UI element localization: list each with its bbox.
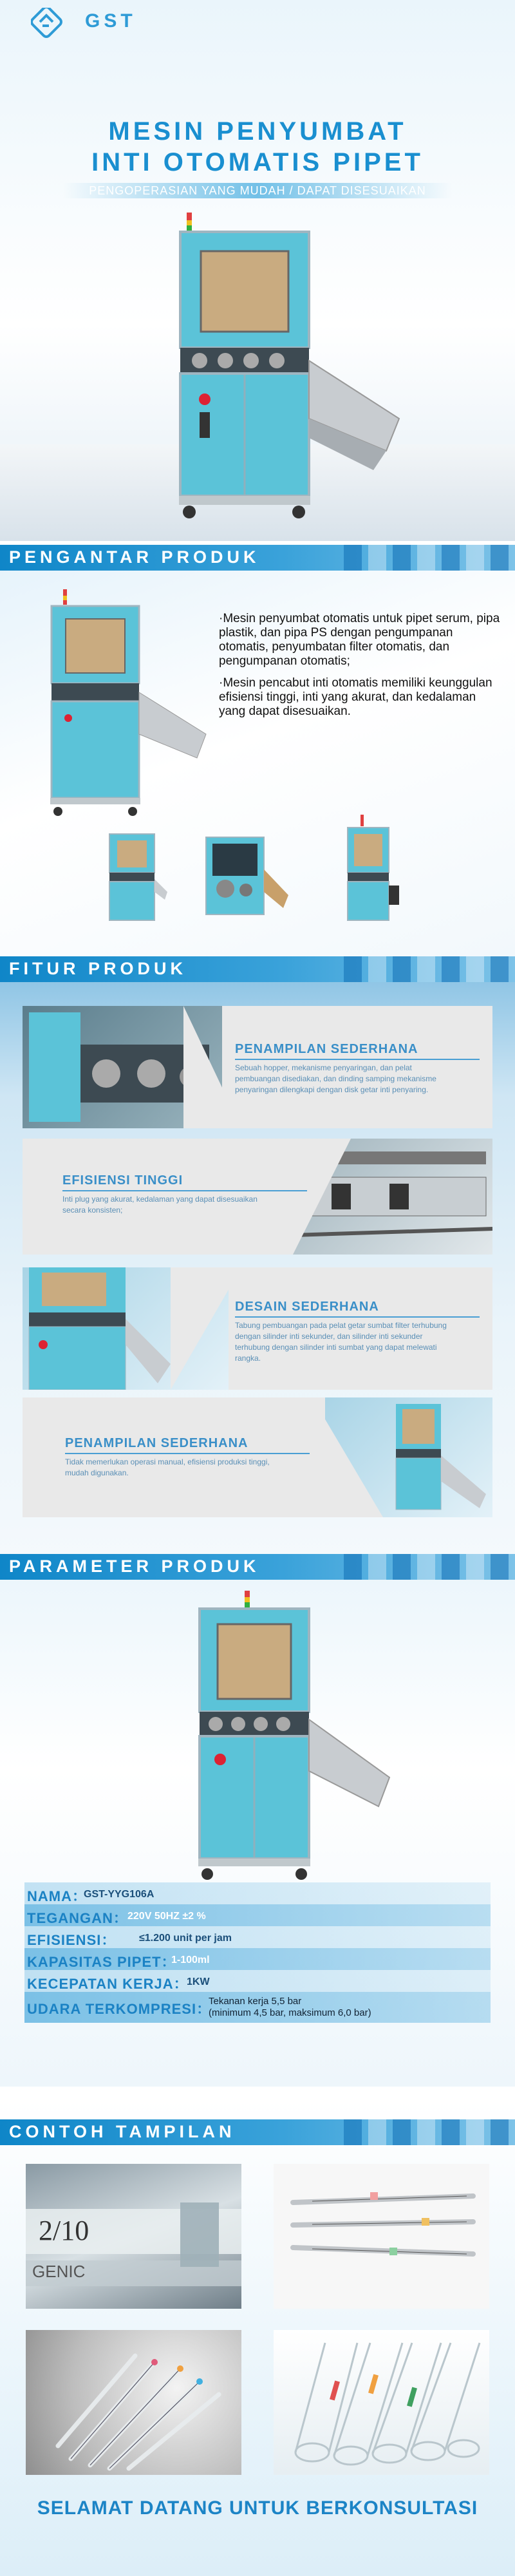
hero-title-line1: MESIN PENYUMBAT <box>108 117 407 146</box>
example-photo-2 <box>274 2164 489 2309</box>
feature-3-desc: Tabung pembuangan pada pelat getar sumbat filter terhubung dengan silinder inti sekunder, dan silinder inti sekunder terhubung dengan silinder inti sumbat yang dapat melewati rangka. <box>235 1321 447 1363</box>
param-value: Tekanan kerja 5,5 bar <box>209 1996 302 2007</box>
section-banner-features <box>0 956 515 982</box>
params-machine-image <box>161 1591 393 1887</box>
feature-card-1 <box>23 1006 492 1128</box>
feature-1-diagonal <box>183 1006 241 1128</box>
section-banner-params <box>0 1554 515 1580</box>
section-title-intro: PENGANTAR PRODUK <box>9 547 260 567</box>
example-photo-1 <box>26 2164 241 2309</box>
hero-title-line2: INTI OTOMATIS PIPET <box>91 148 424 176</box>
param-value: 1KW <box>187 1976 210 1987</box>
feature-2-diagonal <box>293 1139 351 1255</box>
intro-bullet-2: ·Mesin pencabut inti otomatis memiliki keunggulan efisiensi tinggi, inti yang akurat, dan kedalaman yang dapat disesuaikan. <box>219 676 492 718</box>
feature-3-title: DESAIN SEDERHANA <box>235 1300 379 1314</box>
example-label-2-10: 2/10 <box>39 2215 89 2246</box>
param-key: KAPASITAS PIPET： <box>27 1954 176 1970</box>
section-title-params: PARAMETER PRODUK <box>9 1557 260 1576</box>
feature-2-title: EFISIENSI TINGGI <box>62 1173 183 1188</box>
param-row-udara <box>24 1992 491 2023</box>
feature-4-desc: Tidak memerlukan operasi manual, efisiensi produksi tinggi, mudah digunakan. <box>65 1457 270 1477</box>
banner-stripes <box>309 2119 515 2145</box>
param-row-tegangan <box>24 1904 491 1926</box>
param-key: KECEPATAN KERJA： <box>27 1976 189 1992</box>
param-row-kapasitas <box>24 1948 491 1970</box>
param-row-nama <box>24 1882 491 1904</box>
feature-1-underline <box>235 1059 480 1060</box>
section-banner-examples <box>0 2119 515 2145</box>
param-value-range: (minimum 4,5 bar, maksimum 6,0 bar) <box>209 2007 371 2018</box>
param-key: EFISIENSI： <box>27 1932 117 1948</box>
intro-bullets <box>219 612 502 726</box>
intro-bullet-1: ·Mesin penyumbat otomatis untuk pipet serum, pipa plastik, dan pipa PS dengan pengumpanan otomatis, penyumbatan filter otomatis, dan pengumpanan otomatis; <box>219 612 500 668</box>
param-key: UDARA TERKOMPRESI： <box>27 2001 212 2017</box>
feature-card-4 <box>23 1397 492 1517</box>
feature-4-diagonal <box>312 1397 383 1517</box>
feature-2-desc: Inti plug yang akurat, kedalaman yang dapat disesuaikan secara konsisten; <box>62 1195 258 1215</box>
hero-machine-image <box>161 206 406 528</box>
param-row-kecepatan <box>24 1970 491 1992</box>
param-value: ≤1.200 unit per jam <box>139 1933 232 1944</box>
param-value: 220V 50HZ ±2 % <box>127 1911 206 1922</box>
param-key: TEGANGAN： <box>27 1910 128 1926</box>
param-row-efisiensi <box>24 1926 491 1948</box>
machine-view-front <box>103 828 167 931</box>
machine-view-side <box>335 815 406 931</box>
example-photo-3 <box>26 2330 241 2475</box>
closing-message: SELAMAT DATANG UNTUK BERKONSULTASI <box>37 2497 478 2519</box>
example-label-genic: GENIC <box>32 2262 86 2281</box>
section-banner-intro <box>0 545 515 571</box>
feature-4-title: PENAMPILAN SEDERHANA <box>65 1436 248 1450</box>
section-title-examples: CONTOH TAMPILAN <box>9 2122 236 2141</box>
banner-stripes <box>309 956 515 982</box>
example-photo-4 <box>274 2330 489 2475</box>
feature-1-desc: Sebuah hopper, mekanisme penyaringan, dan pelat pembuangan disediakan, dan dinding samping mekanisme penyaringan dilengkapi dengan disk getar inti penyaring. <box>235 1063 436 1094</box>
param-key: NAMA： <box>27 1888 87 1904</box>
feature-2-underline <box>62 1190 307 1191</box>
section-title-features: FITUR PRODUK <box>9 959 187 978</box>
feature-1-title: PENAMPILAN SEDERHANA <box>235 1042 418 1056</box>
feature-card-3 <box>23 1267 492 1390</box>
gst-logo-icon <box>31 8 72 39</box>
feature-3-underline <box>235 1316 480 1318</box>
banner-stripes <box>309 1554 515 1580</box>
machine-view-open <box>200 831 290 927</box>
feature-3-diagonal <box>171 1267 241 1390</box>
param-value: 1-100ml <box>171 1955 210 1965</box>
intro-machine-image <box>45 589 212 821</box>
feature-4-underline <box>65 1453 310 1454</box>
hero-subtitle: PENGOPERASIAN YANG MUDAH / DAPAT DISESUAIKAN <box>0 184 515 198</box>
banner-stripes <box>309 545 515 571</box>
logo-text: GST <box>85 10 136 32</box>
feature-card-2 <box>23 1139 492 1255</box>
param-value: GST-YYG106A <box>84 1889 154 1900</box>
